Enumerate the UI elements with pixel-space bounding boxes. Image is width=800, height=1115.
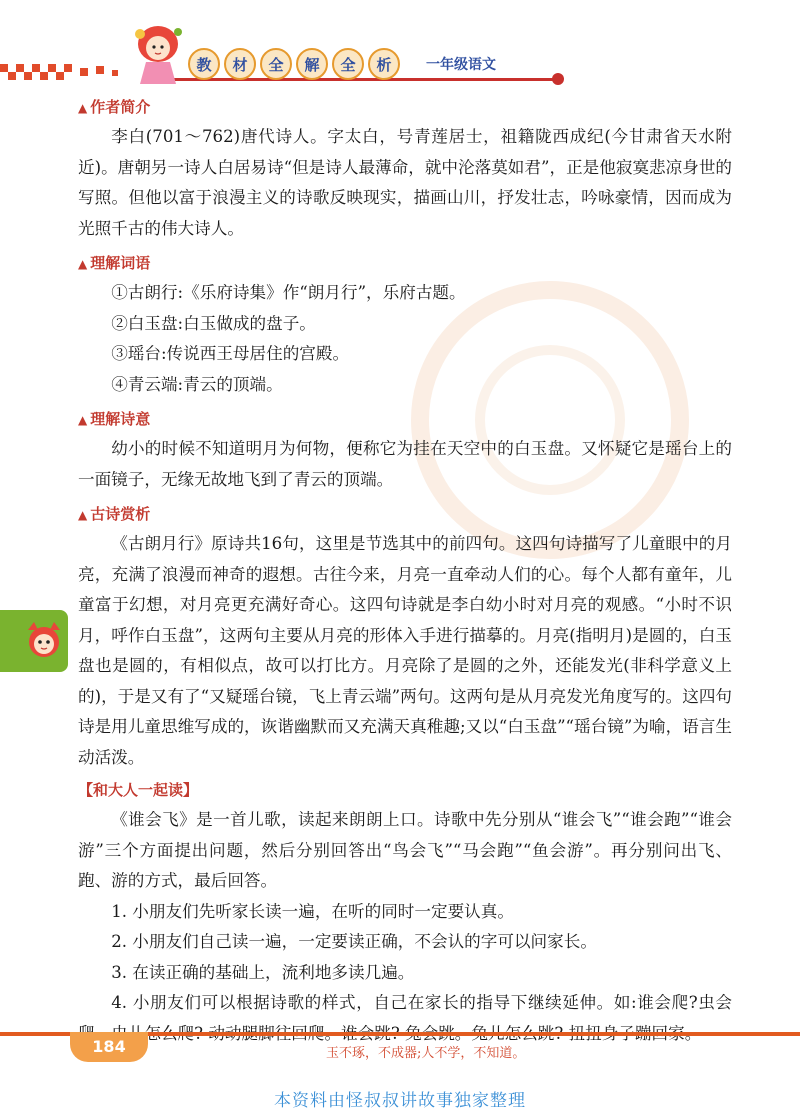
author-paragraph: 李白(701～762)唐代诗人。字太白，号青莲居士，祖籍陇西成纪(今甘肃省天水附近)。唐朝另一诗人白居易诗“但是诗人最薄命，就中沦落莫如君”，正是他寂寞悲凉身世的写照。但他以富于浪漫主义的诗歌反映现实，描画山川，抒发壮志，吟咏豪情，因而成为光照千古的伟大诗人。 (78, 127, 733, 238)
word-item: ④青云端:青云的顶端。 (111, 374, 283, 394)
triangle-bullet-icon: ▲ (78, 413, 88, 427)
mascot-face-icon (24, 620, 64, 660)
page-number: 184 (92, 1037, 126, 1056)
section-title-read-with-adult: 【和大人一起读】 (78, 781, 199, 799)
section-title-meaning: ▲ 理解诗意 (78, 410, 151, 428)
triangle-bullet-icon: ▲ (78, 508, 88, 522)
triangle-bullet-icon: ▲ (78, 101, 88, 115)
header-title-char: 析 (368, 48, 400, 80)
header-title-char: 全 (260, 48, 292, 80)
page-header (0, 0, 800, 100)
word-item: ②白玉盘:白玉做成的盘子。 (111, 313, 316, 333)
meaning-paragraph: 幼小的时候不知道明月为何物，便称它为挂在天空中的白玉盘。又怀疑它是瑶台上的一面镜子，无缘无故地飞到了青云的顶端。 (78, 439, 732, 489)
triangle-bullet-icon: ▲ (78, 257, 88, 271)
header-title-char: 解 (296, 48, 328, 80)
appreciation-paragraph: 《古朗月行》原诗共16句，这里是节选其中的前四句。这四句诗描写了儿童眼中的月亮，充满了浪漫而神奇的遐想。古往今来，月亮一直牵动人们的心。每个人都有童年，儿童富于幻想，对月亮更充满好奇心。这四句诗就是李白幼小时对月亮的观感。“小时不识月，呼作白玉盘”，这两句主要从月亮的形体入手进行描摹的。月亮(指明月)是圆的，白玉盘也是圆的，有相似点，故可以打比方。月亮除了是圆的之外，还能发光(非科学意义上的)，于是又有了“又疑瑶台镜，飞上青云端”两句。这两句是从月亮发光角度写的。这四句诗是用儿童思维写成的，诙谐幽默而又充满天真稚趣;又以“白玉盘”“瑶台镜”为喻，语言生动活泼。 (78, 534, 733, 767)
read-step: 2. 小朋友们自己读一遍，一定要读正确，不会认的字可以问家长。 (111, 932, 597, 951)
main-content (78, 88, 732, 1049)
side-tab (0, 610, 68, 672)
read-step: 4. 小朋友们可以根据诗歌的样式，自己在家长的指导下继续延伸。如:谁会爬?虫会 (111, 993, 732, 1012)
section-title-words: ▲ 理解词语 (78, 254, 151, 272)
header-title (188, 48, 400, 80)
read-step: 1. 小朋友们先听家长读一遍，在听的同时一定要认真。 (111, 901, 514, 921)
footer-proverb: 玉不琢，不成器;人不学，不知道。 (326, 1046, 526, 1061)
read-step: 3. 在读正确的基础上，流利地多读几遍。 (111, 962, 415, 982)
read-with-adult-intro: 《谁会飞》是一首儿歌，读起来朗朗上口。诗歌中先分别从“谁会飞”“谁会跑”“谁会游”三个方面提出问题，然后分别回答出“鸟会飞”“马会跑”“鱼会游”。再分别问出飞、跑、游的方式，最后回答。 (78, 810, 732, 890)
section-title-appreciation: ▲ 古诗赏析 (78, 505, 151, 523)
mascot-girl-icon (130, 22, 186, 88)
source-watermark-text: 本资料由怪叔叔讲故事独家整理 (274, 1091, 526, 1111)
header-title-char: 教 (188, 48, 220, 80)
word-item: ③瑶台:传说西王母居住的宫殿。 (111, 344, 350, 363)
section-title-author: ▲ 作者简介 (78, 98, 151, 116)
header-rule-dot (552, 73, 564, 85)
header-title-char: 全 (332, 48, 364, 80)
grade-label: 一年级语文 (426, 57, 496, 73)
header-title-char: 材 (224, 48, 256, 80)
word-item: ①古朗行:《乐府诗集》作“朗月行”，乐府古题。 (111, 283, 466, 302)
